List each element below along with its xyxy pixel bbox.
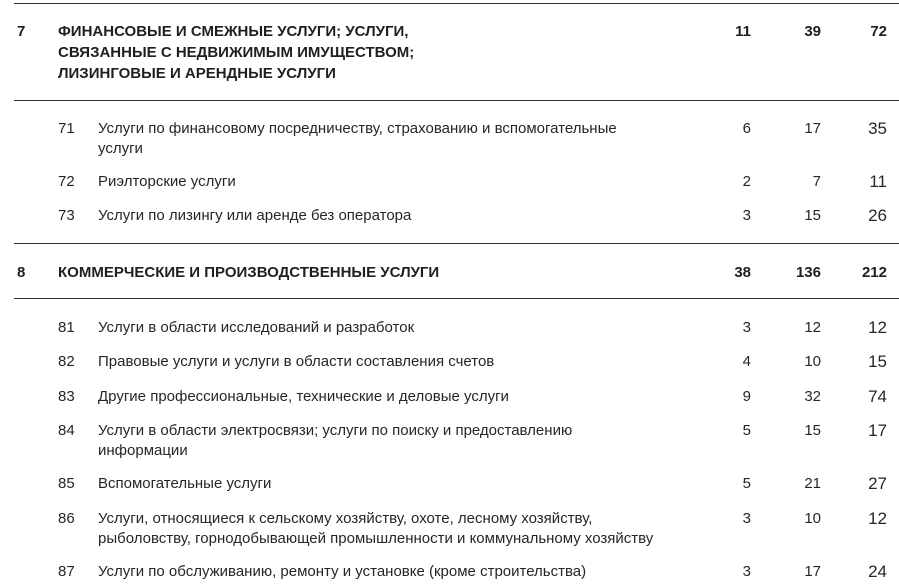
value-col-2: 15 [804,422,821,439]
section-title [58,262,618,283]
value-col-3: 35 [868,119,887,138]
item-code: 82 [58,353,75,370]
value-col-2: 15 [804,207,821,224]
section-title-line: СВЯЗАННЫЕ С НЕДВИЖИМЫМ ИМУЩЕСТВОМ; [58,44,415,61]
value-col-3: 12 [868,509,887,528]
value-col-1: 5 [742,475,751,492]
item-code: 84 [58,422,75,439]
item-label-line: рыболовству, горнодобывающей промышленности и коммунальному хозяйству [98,530,654,547]
section-code: 8 [17,264,26,281]
value-col-1: 4 [742,353,751,370]
value-col-3: 17 [868,421,887,440]
item-code: 72 [58,173,75,190]
value-col-3: 26 [868,206,887,225]
item-label [98,474,698,494]
item-label-line: Другие профессиональные, технические и деловые услуги [98,388,509,405]
value-col-2: 17 [804,120,821,137]
item-label [98,387,698,407]
value-col-2: 7 [812,173,821,190]
item-label-line: Услуги по обслуживанию, ремонту и установке (кроме строительства) [98,563,587,580]
value-col-1: 5 [742,422,751,439]
section-code: 7 [17,23,26,40]
value-col-2: 32 [804,388,821,405]
item-label [98,119,698,159]
value-col-2: 12 [804,319,821,336]
item-label [98,318,698,338]
item-label-line: Риэлторские услуги [98,173,236,190]
table-top-rule [14,3,899,4]
item-code: 87 [58,563,75,580]
value-col-3: 24 [868,562,887,581]
value-col-1: 3 [742,207,751,224]
value-col-1: 2 [742,173,751,190]
item-label-line: Правовые услуги и услуги в области составления счетов [98,353,495,370]
item-label-line: Услуги в области электросвязи; услуги по поиску и предоставлению [98,422,573,439]
item-label [98,172,698,192]
section-divider [14,298,899,299]
value-col-1: 3 [742,510,751,527]
value-col-1: 38 [734,264,751,281]
item-label [98,562,698,582]
section-title-line: КОММЕРЧЕСКИЕ И ПРОИЗВОДСТВЕННЫЕ УСЛУГИ [58,264,440,281]
item-code: 83 [58,388,75,405]
section-title [58,21,618,84]
item-label-line: услуги [98,140,143,157]
value-col-3: 212 [861,264,887,281]
value-col-1: 11 [735,23,751,40]
value-col-1: 3 [742,319,751,336]
item-label-line: Услуги по финансовому посредничеству, страхованию и вспомогательные [98,120,617,137]
value-col-2: 21 [804,475,821,492]
item-code: 81 [58,319,75,336]
item-label-line: Услуги по лизингу или аренде без оператора [98,207,412,224]
value-col-3: 74 [868,387,887,406]
value-col-3: 27 [868,474,887,493]
value-col-2: 136 [795,264,821,281]
item-label-line: Услуги в области исследований и разработок [98,319,415,336]
value-col-1: 9 [742,388,751,405]
value-col-1: 6 [742,120,751,137]
item-code: 85 [58,475,75,492]
value-col-2: 17 [804,563,821,580]
item-label [98,352,698,372]
item-label-line: информации [98,442,188,459]
item-code: 73 [58,207,75,224]
value-col-2: 39 [804,23,821,40]
value-col-3: 11 [869,172,887,191]
value-col-3: 72 [870,23,887,40]
item-label-line: Услуги, относящиеся к сельскому хозяйству, охоте, лесному хозяйству, [98,510,593,527]
section-divider [14,100,899,101]
section-title-line: ФИНАНСОВЫЕ И СМЕЖНЫЕ УСЛУГИ; УСЛУГИ, [58,23,409,40]
item-label-line: Вспомогательные услуги [98,475,272,492]
value-col-3: 15 [868,352,887,371]
item-code: 71 [58,120,75,137]
value-col-1: 3 [742,563,751,580]
value-col-3: 12 [868,318,887,337]
section-divider [14,243,899,244]
item-label [98,509,698,549]
section-title-line: ЛИЗИНГОВЫЕ И АРЕНДНЫЕ УСЛУГИ [58,65,336,82]
value-col-2: 10 [804,353,821,370]
item-code: 86 [58,510,75,527]
item-label [98,421,698,461]
item-label [98,206,698,226]
value-col-2: 10 [804,510,821,527]
